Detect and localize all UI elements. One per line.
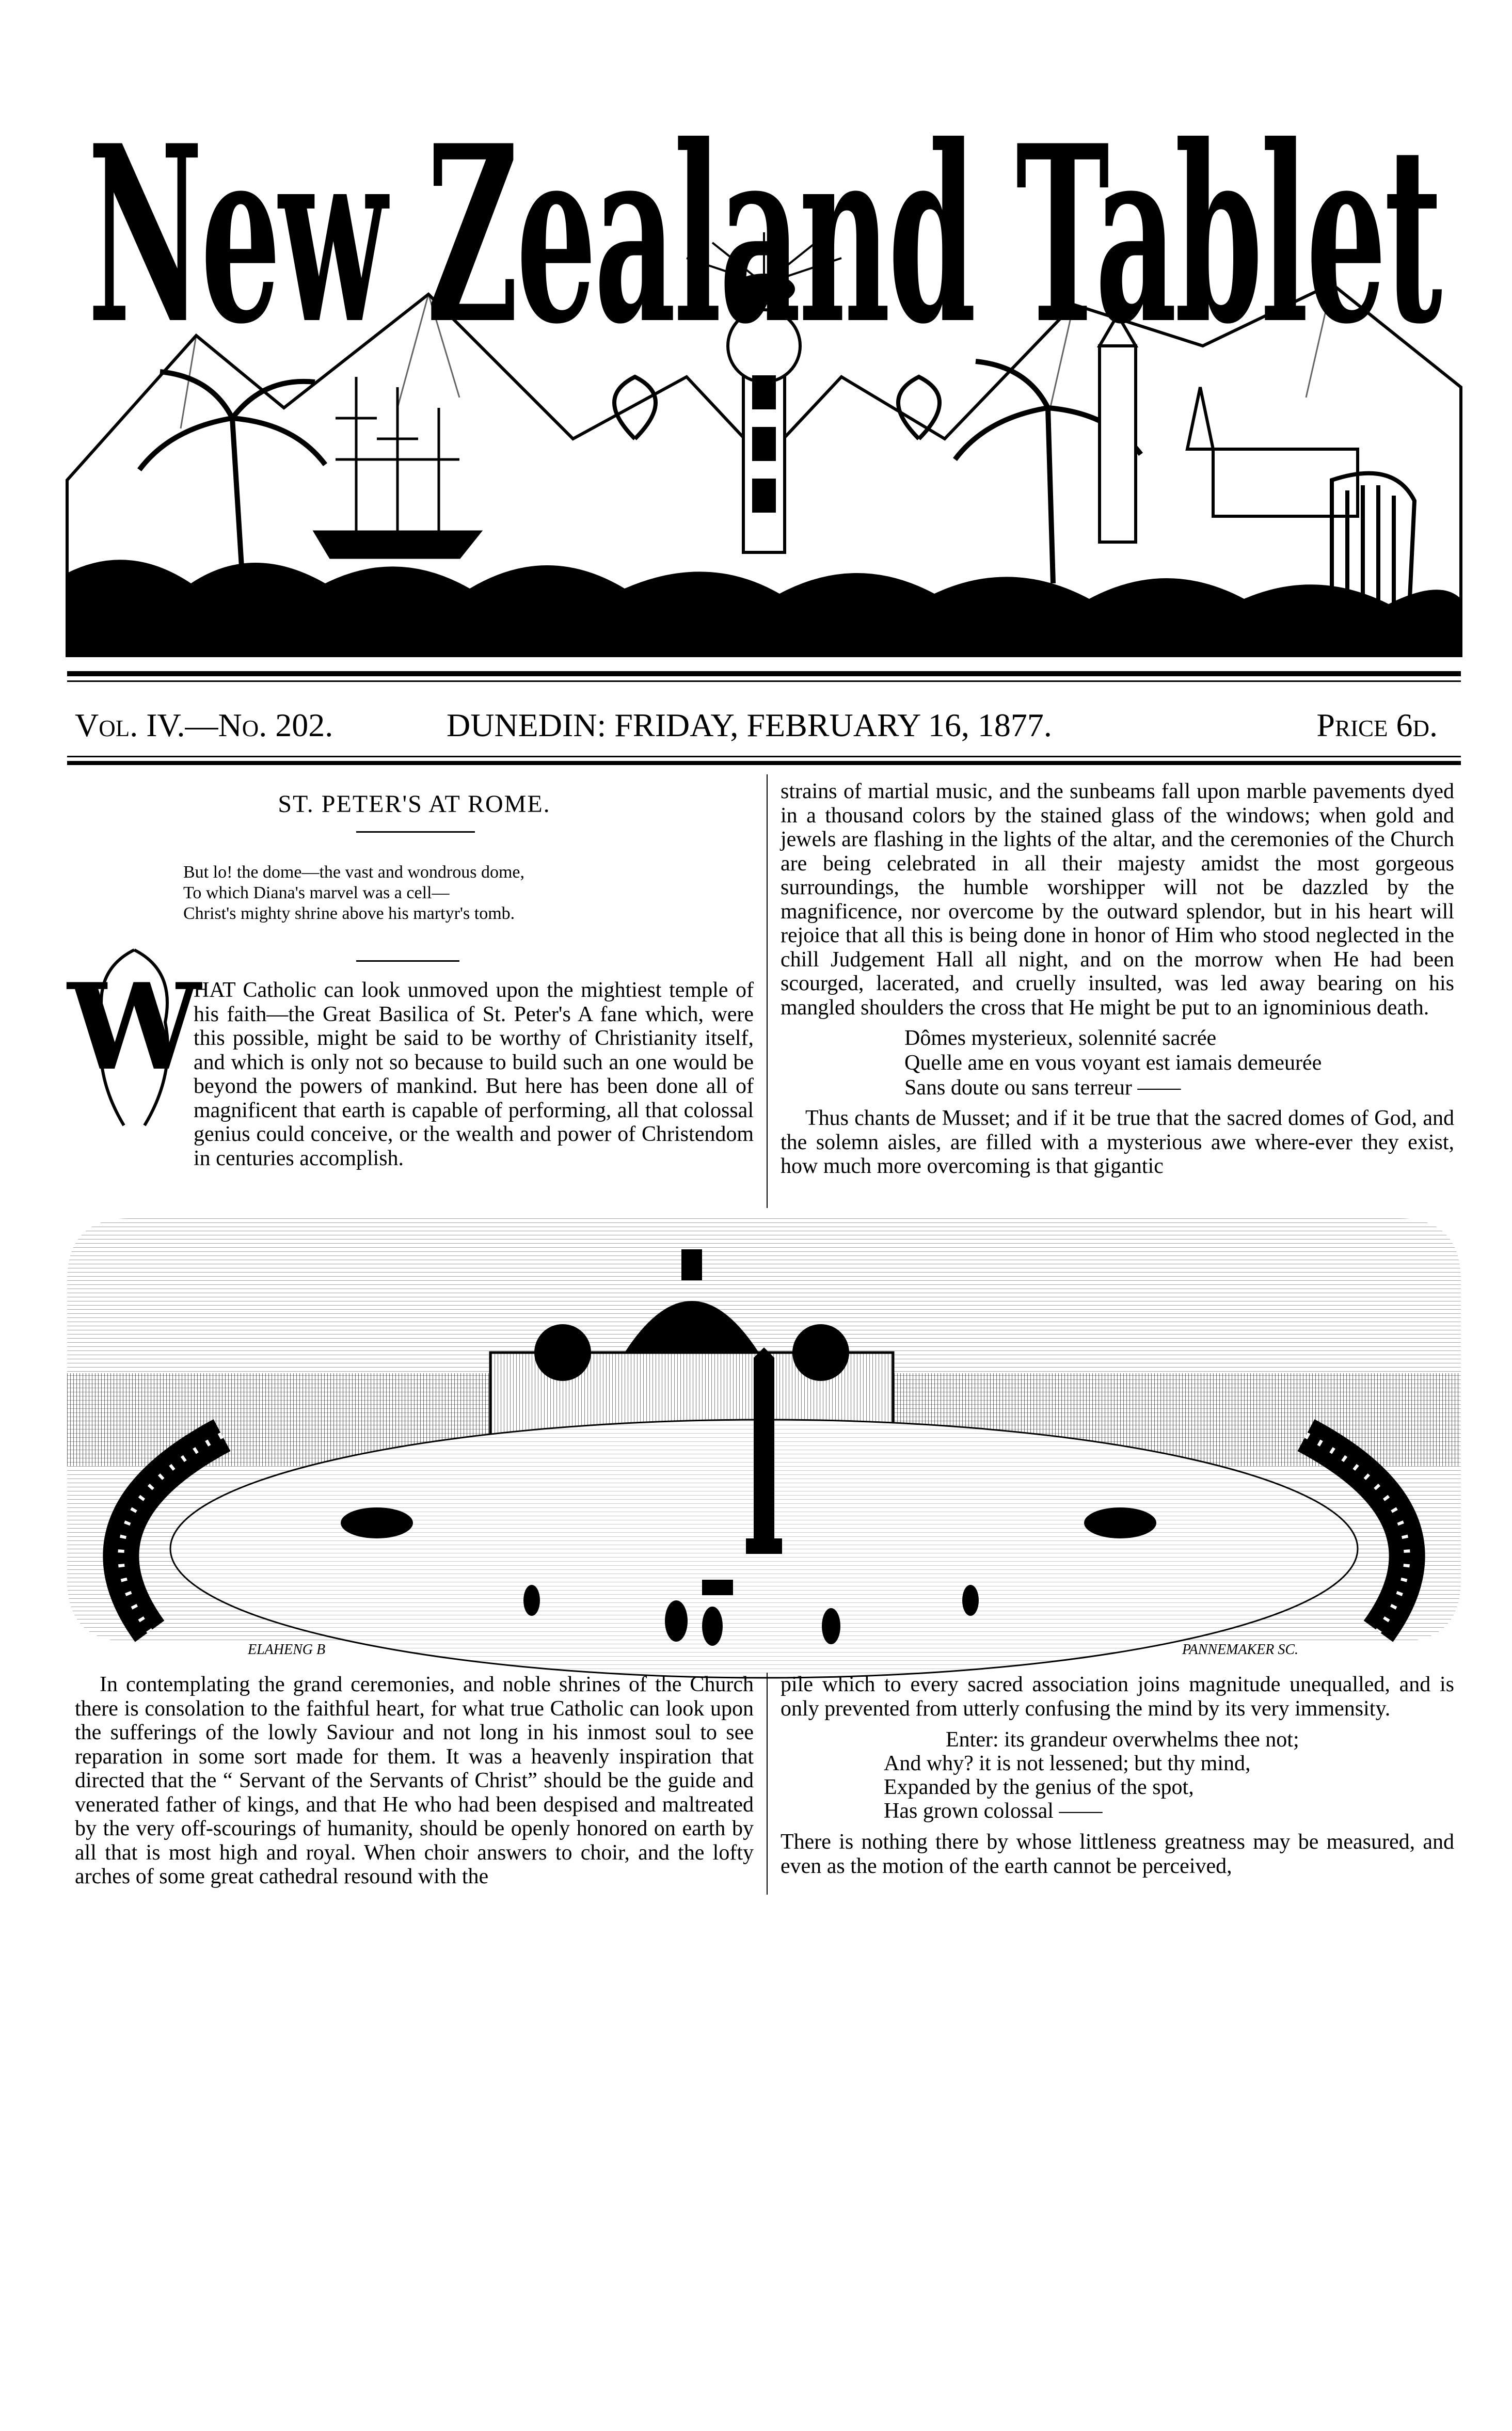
engraver-credit-right: PANNEMAKER SC.: [1182, 1642, 1299, 1658]
rule-top-thick: [67, 671, 1461, 676]
st-peters-engraving: [67, 1218, 1461, 1642]
right-column-top: [781, 780, 1454, 1179]
masthead-title: New Zealand Tablet: [88, 92, 1443, 377]
rule-under-dateline-thin: [67, 756, 1461, 757]
column-divider-top: [767, 774, 768, 1208]
rule-top-thin: [67, 680, 1461, 682]
issue-price: Price 6d.: [1316, 707, 1438, 743]
intro-column: [75, 978, 754, 1170]
left-column-bottom: [75, 1673, 754, 1889]
verse-line: Sans doute ou sans terreur ——: [904, 1076, 1181, 1100]
byron-verse: [884, 1728, 1454, 1823]
epigraph-line: Christ's mighty shrine above his martyr's tomb.: [183, 904, 515, 923]
epigraph-rule: [356, 960, 459, 962]
epigraph-line: But lo! the dome—the vast and wondrous dome,: [183, 863, 525, 882]
paragraph-martial-music: strains of martial music, and the sunbeams fall upon marble pavements dyed in a thousand colors by the stained glass of the windows; when gold and jewels are flashing in the lights of the altar, and the ceremonies of the Church are being celebrated in all their majesty amidst the most gorgeous surroundings, the humble worshipper will not be dazzled by the magnificence, nor overcome by the outward splendor, but in his heart will rejoice that all this is being done in honor of Him who stood neglected in the chill Judgement Hall all night, and on the morrow when He had been scourged, lacerated, and cruelly insulted, was led away bearing on his mangled shoulders the cross that He might be put to an ignominious death.: [781, 780, 1454, 1020]
column-divider-bottom: [767, 1673, 768, 1895]
french-verse: [904, 1026, 1454, 1100]
paragraph-littleness: There is nothing there by whose littleness greatness may be measured, and even as the motion of the earth cannot be perceived,: [781, 1830, 1454, 1878]
epigraph-line: To which Diana's marvel was a cell—: [183, 883, 450, 902]
masthead-illustration: [67, 15, 1461, 656]
paragraph-pile: pile which to every sacred association joins magnitude unequalled, and is only prevented from utterly confusing the mind by its very immensity.: [781, 1673, 1454, 1721]
intro-paragraph: HAT Catholic can look unmoved upon the mightiest temple of his faith—the Great Basilica of St. Peter's A fane which, were this possible, might be said to be worthy of Christianity itself, and which is only not so because to build such an one would be beyond the powers of mankind. But here has been done all of magnificent that earth is capable of performing, all that colossal genius could conceive, or the wealth and power of Christendom in centuries accomplish.: [194, 978, 754, 1170]
masthead: [67, 15, 1461, 656]
paragraph-contemplating: In contemplating the grand ceremonies, and noble shrines of the Church there is consolation to the faithful heart, for what true Catholic can look upon the sufferings of the lowly Saviour and not long in his inmost soul to see reparation in some sort made for them. It was a heavenly inspiration that directed that the “ Servant of the Servants of Christ” should be the guide and venerated father of kings, and that He who had been despised and maltreated by the very off-scourings of humanity, should be openly honored on earth by all that is most high and royal. When choir answers to choir, and the lofty arches of some great cathedral resound with the: [75, 1673, 754, 1888]
dateline: [75, 706, 1438, 758]
article-title: ST. PETER'S AT ROME.: [278, 790, 551, 818]
verse-line: Expanded by the genius of the spot,: [884, 1775, 1194, 1799]
title-ornament-rule: [356, 831, 475, 833]
svg-text:W: W: [67, 958, 201, 1097]
verse-line: Quelle ame en vous voyant est iamais demeurée: [904, 1051, 1322, 1075]
rule-under-dateline-thick: [67, 761, 1461, 765]
engraver-credit-left: ELAHENG B: [248, 1642, 326, 1658]
volume-number: Vol. IV.—No. 202.: [75, 707, 333, 743]
paragraph-de-musset: Thus chants de Musset; and if it be true that the sacred domes of God, and the solemn aisles, are filled with a mysterious awe where-ever they exist, how much more overcoming is that gigantic: [781, 1106, 1454, 1178]
right-column-bottom: [781, 1673, 1454, 1878]
verse-line: Has grown colossal ——: [884, 1799, 1103, 1823]
verse-line: And why? it is not lessened; but thy mind,: [884, 1752, 1251, 1775]
issue-date: DUNEDIN: FRIDAY, FEBRUARY 16, 1877.: [447, 707, 1052, 743]
verse-line: Enter: its grandeur overwhelms thee not;: [946, 1728, 1299, 1752]
verse-line: Dômes mysterieux, solennité sacrée: [904, 1026, 1217, 1050]
epigraph: [183, 862, 648, 924]
